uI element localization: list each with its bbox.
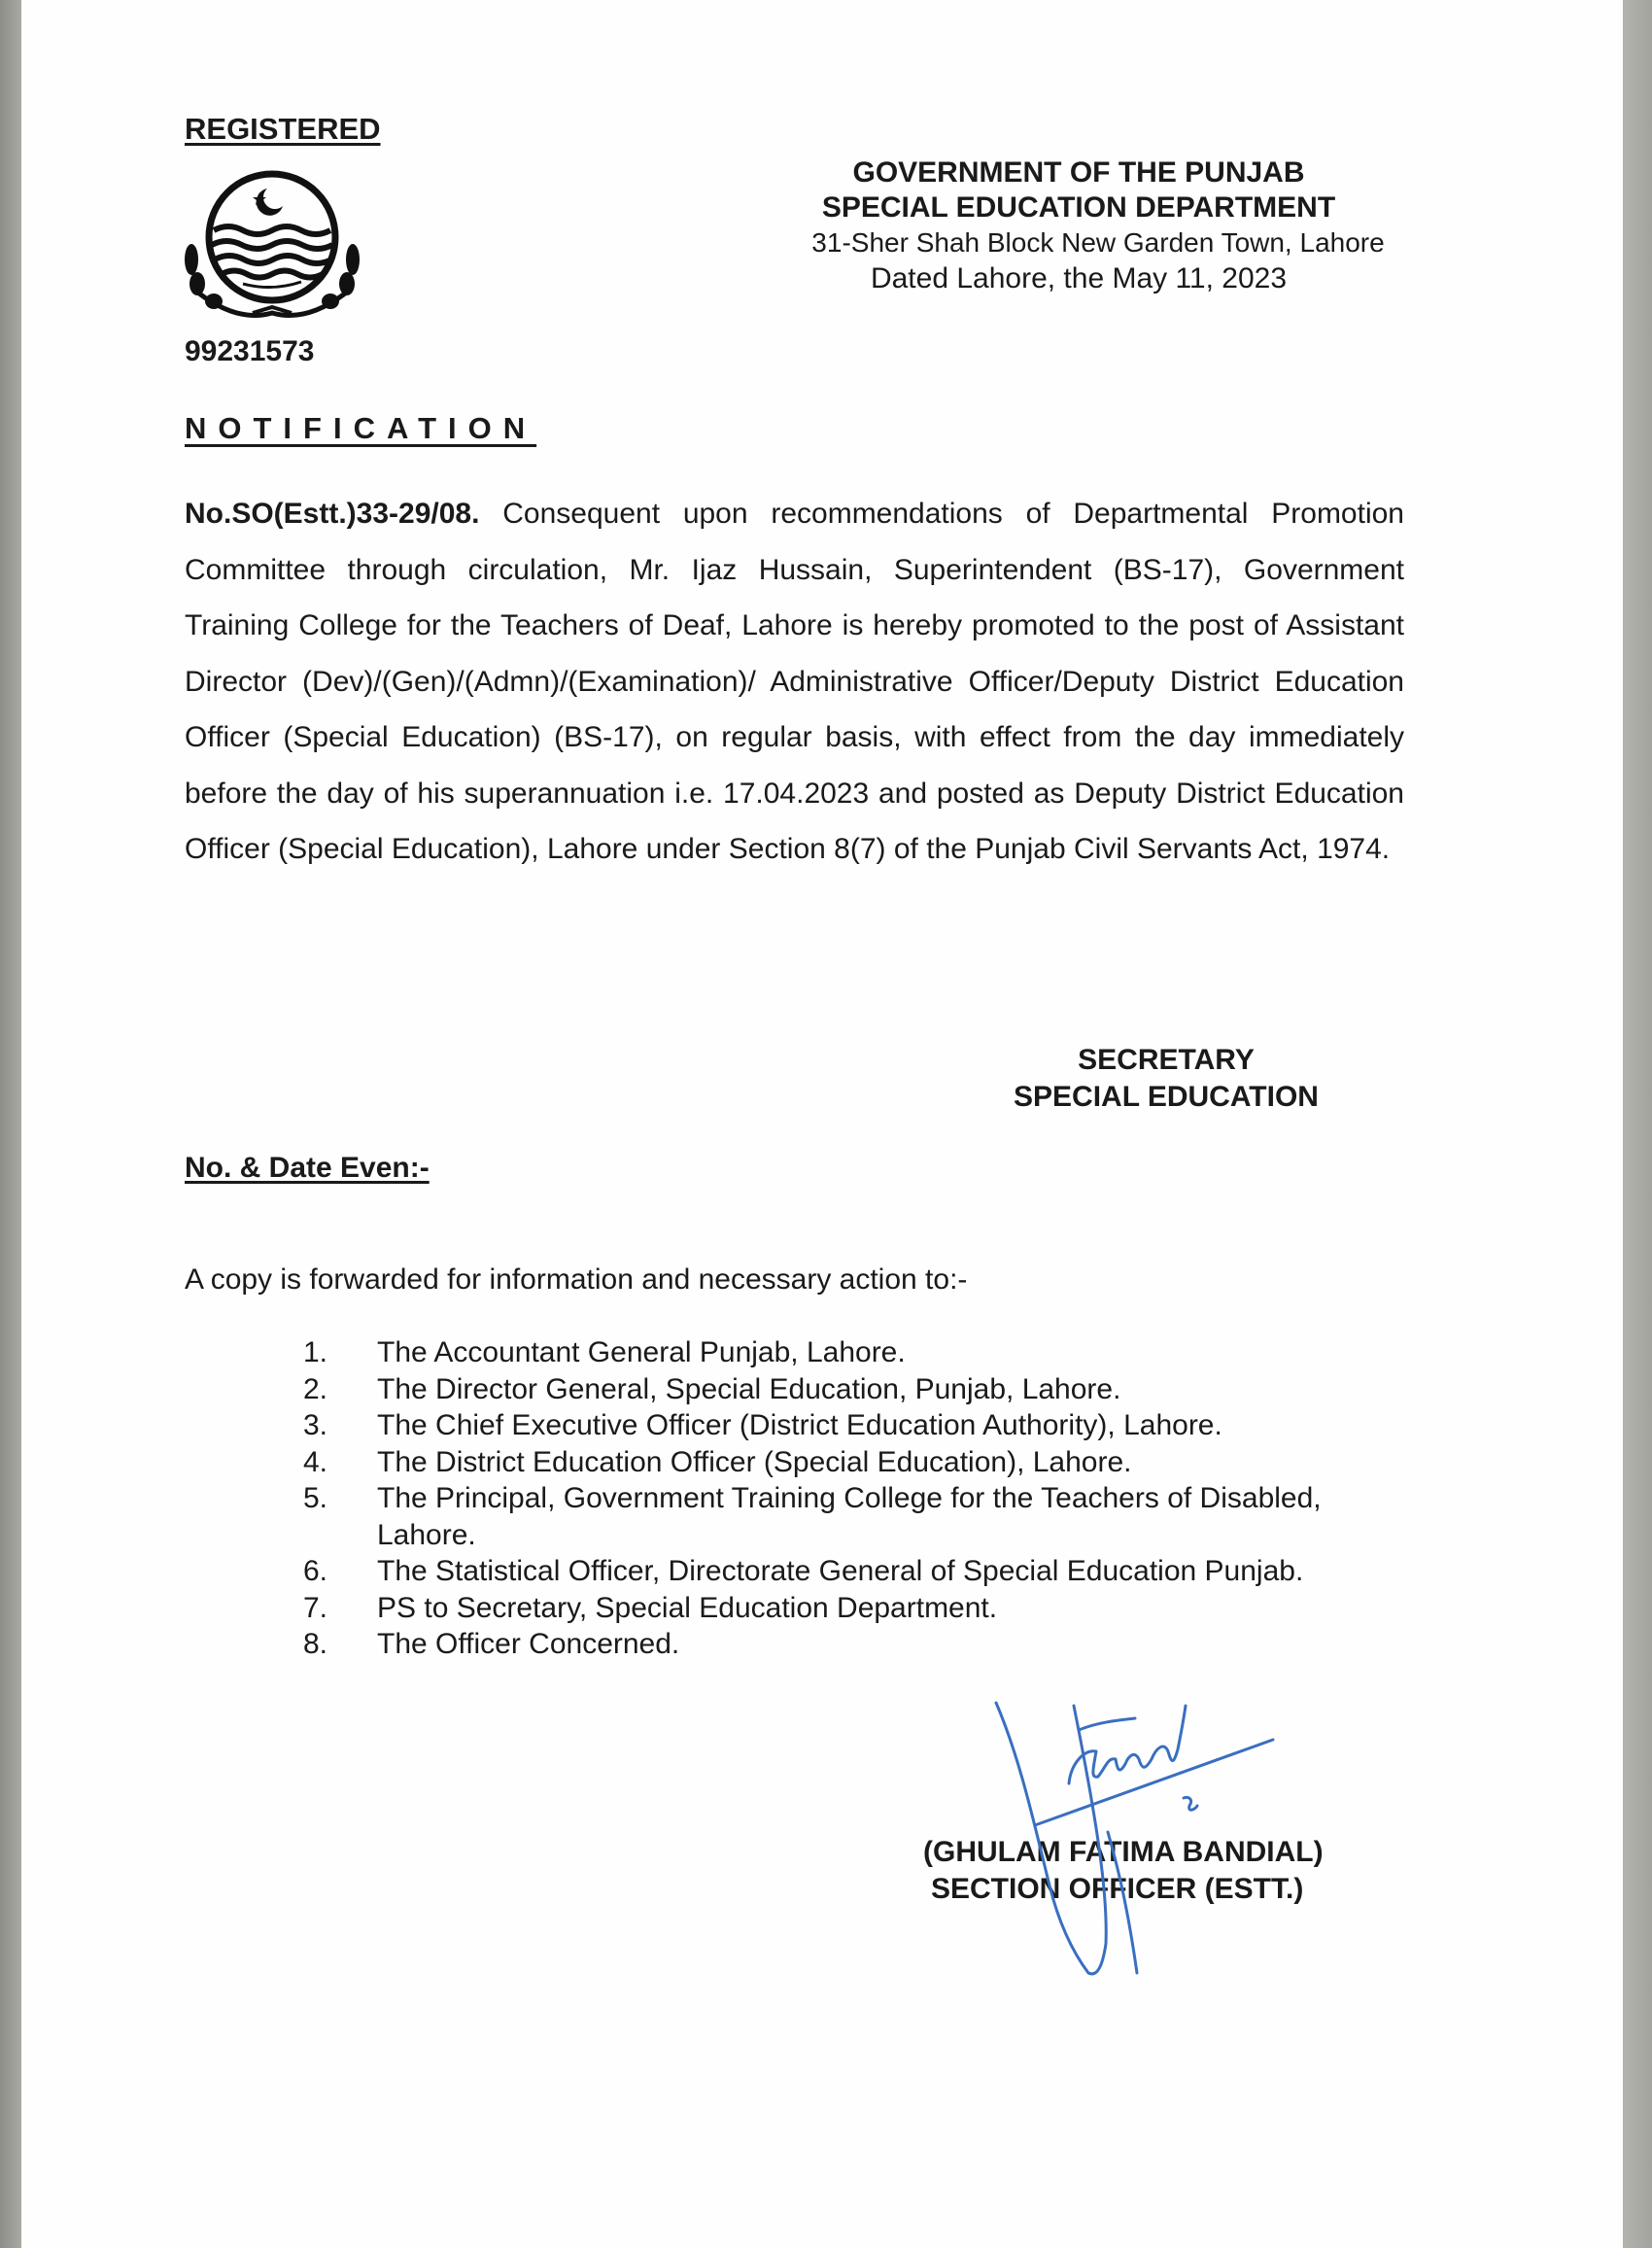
distribution-item xyxy=(292,1334,1360,1371)
signatory-name: (GHULAM FATIMA BANDIAL) xyxy=(923,1836,1324,1868)
item-text: The Accountant General Punjab, Lahore. xyxy=(377,1336,906,1368)
item-number: 3. xyxy=(303,1409,328,1441)
government-of-punjab-emblem-icon xyxy=(170,167,374,328)
item-number: 6. xyxy=(303,1555,328,1587)
item-number: 4. xyxy=(303,1445,328,1478)
secretary-title: SECRETARY xyxy=(1078,1044,1255,1076)
secretary-department: SPECIAL EDUCATION xyxy=(1014,1081,1319,1113)
item-text: The District Education Officer (Special Education), Lahore. xyxy=(377,1445,1132,1478)
distribution-item xyxy=(292,1480,1360,1553)
distribution-item xyxy=(292,1626,1360,1663)
distribution-item xyxy=(292,1444,1360,1481)
item-text: The Officer Concerned. xyxy=(377,1628,680,1660)
item-text: The Principal, Government Training College for the Teachers of Disabled, Lahore. xyxy=(377,1482,1322,1551)
handwritten-signature-icon xyxy=(981,1681,1292,1992)
secretary-block xyxy=(981,1042,1351,1116)
item-text: The Statistical Officer, Directorate General of Special Education Punjab. xyxy=(377,1555,1304,1587)
item-text: The Chief Executive Officer (District Education Authority), Lahore. xyxy=(377,1409,1222,1441)
notification-ref-number: No.SO(Estt.)33-29/08. xyxy=(185,498,480,530)
distribution-item xyxy=(292,1371,1360,1408)
distribution-item xyxy=(292,1553,1360,1590)
item-number: 2. xyxy=(303,1372,328,1405)
item-text: The Director General, Special Education, Punjab, Lahore. xyxy=(377,1372,1121,1405)
item-text: PS to Secretary, Special Education Department. xyxy=(377,1591,998,1624)
letterhead-date: Dated Lahore, the May 11, 2023 xyxy=(870,262,1288,294)
notification-text: Consequent upon recommendations of Departmental Promotion Committee through circulation, Mr. Ijaz Hussain, Superintendent (BS-17), Government Training College for the Teachers of Deaf, Lahore is hereby promoted to the post of Assistant Director (Dev)/(Gen)/(Admn)/(Examination)/ Administrative Officer/Deputy District Education Officer (Special Education) (BS-17), on regular basis, with effect from the day immediately before the day of his superannuation i.e. 17.04.2023 and posted as Deputy District Education Officer (Special Education), Lahore under Section 8(7) of the Punjab Civil Servants Act, 1974. xyxy=(185,498,1404,865)
distribution-item xyxy=(292,1590,1360,1627)
distribution-item xyxy=(292,1407,1360,1444)
registered-label: REGISTERED xyxy=(185,112,381,146)
copy-forward-intro: A copy is forwarded for information and necessary action to:- xyxy=(185,1263,968,1296)
item-number: 1. xyxy=(303,1336,328,1368)
item-number: 7. xyxy=(303,1591,328,1624)
letterhead-government: GOVERNMENT OF THE PUNJAB xyxy=(852,156,1305,189)
notification-body xyxy=(185,486,1404,878)
item-number: 8. xyxy=(303,1628,328,1660)
letterhead-department: SPECIAL EDUCATION DEPARTMENT xyxy=(821,191,1336,224)
distribution-list xyxy=(292,1334,1360,1663)
letterhead-address: 31-Sher Shah Block New Garden Town, Lahore xyxy=(811,227,1385,258)
scan-border-left xyxy=(0,0,21,2248)
notification-title: NOTIFICATION xyxy=(185,411,537,445)
scan-border-right xyxy=(1623,0,1652,2248)
reference-number: 99231573 xyxy=(185,335,315,367)
signatory-title: SECTION OFFICER (ESTT.) xyxy=(931,1873,1304,1905)
letterhead xyxy=(748,156,1409,297)
item-number: 5. xyxy=(303,1482,328,1514)
no-date-even-label: No. & Date Even:- xyxy=(185,1152,430,1184)
